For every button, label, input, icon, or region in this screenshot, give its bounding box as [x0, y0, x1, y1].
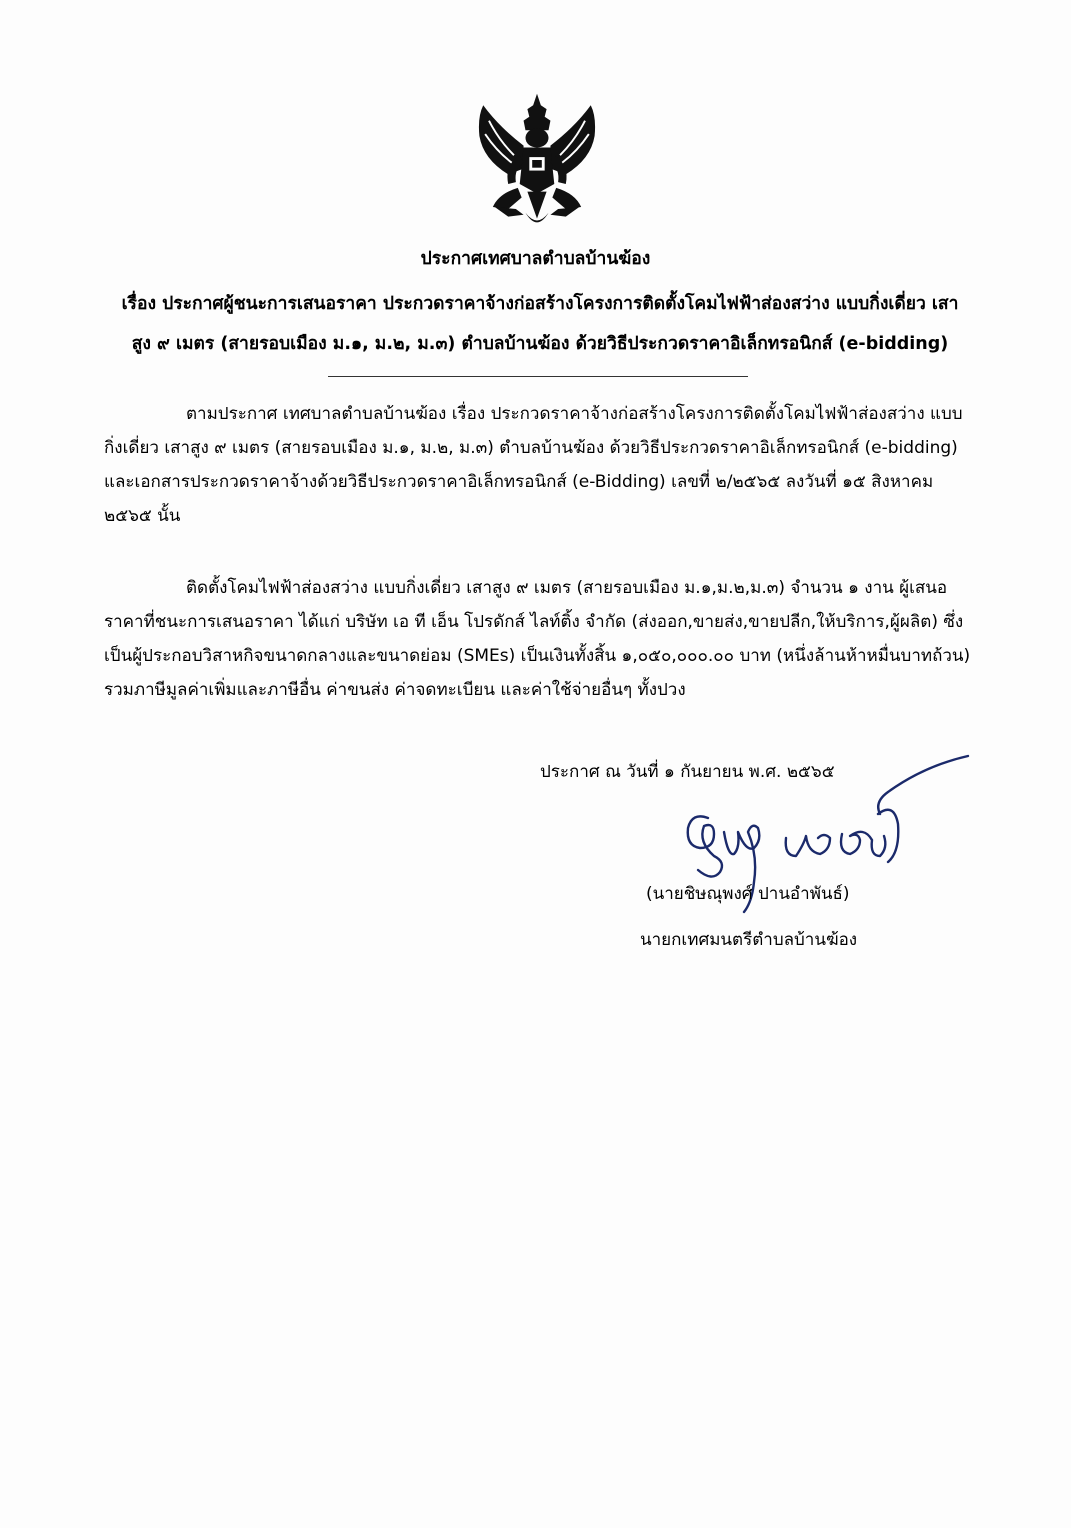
signer-name: (นายชิษณุพงศ์ ปานอำพันธ์)	[646, 884, 850, 904]
announcement-subject	[100, 284, 980, 364]
body-paragraph-2: ติดตั้งโคมไฟฟ้าส่องสว่าง แบบกิ่งเดี่ยว เสาสูง ๙ เมตร (สายรอบเมือง ม.๑,ม.๒,ม.๓) จำนวน ๑ งาน ผู้เสนอราคาที่ชนะการเสนอราคา ได้แก่ บริษัท เอ ที เอ็น โปรดักส์ ไลท์ติ้ง จำกัด (ส่งออก,ขายส่ง,ขายปลีก,ให้บริการ,ผู้ผลิต) ซึ่งเป็นผู้ประกอบวิสาหกิจขนาดกลางและขนาดย่อม (SMEs) เป็นเงินทั้งสิ้น ๑,๐๕๐,๐๐๐.๐๐ บาท (หนึ่งล้านห้าหมื่นบาทถ้วน) รวมภาษีมูลค่าเพิ่มและภาษีอื่น ค่าขนส่ง ค่าจดทะเบียน และค่าใช้จ่ายอื่นๆ ทั้งปวง	[104, 578, 971, 700]
subject-line-2: สูง ๙ เมตร (สายรอบเมือง ม.๑, ม.๒, ม.๓) ตำบลบ้านฆ้อง ด้วยวิธีประกวดราคาอิเล็กทรอนิกส์ (e-bidding)	[131, 334, 949, 354]
subject-line-1: เรื่อง ประกาศผู้ชนะการเสนอราคา ประกวดราคาจ้างก่อสร้างโครงการติดตั้งโคมไฟฟ้าส่องสว่าง แบบกิ่งเดี่ยว เสา	[121, 294, 959, 314]
signer-position: นายกเทศมนตรีตำบลบ้านฆ้อง	[640, 930, 858, 950]
body-paragraph-1: ตามประกาศ เทศบาลตำบลบ้านฆ้อง เรื่อง ประกวดราคาจ้างก่อสร้างโครงการติดตั้งโคมไฟฟ้าส่องสว่าง แบบกิ่งเดี่ยว เสาสูง ๙ เมตร (สายรอบเมือง ม.๑, ม.๒, ม.๓) ตำบลบ้านฆ้อง ด้วยวิธีประกวดราคาอิเล็กทรอนิกส์ (e-bidding) และเอกสารประกวดราคาจ้างด้วยวิธีประกวดราคาอิเล็กทรอนิกส์ (e-Bidding) เลขที่ ๒/๒๕๖๕ ลงวันที่ ๑๕ สิงหาคม ๒๕๖๕ นั้น	[104, 404, 963, 526]
organization-title: ประกาศเทศบาลตำบลบ้านฆ้อง	[420, 249, 651, 269]
garuda-emblem-icon	[468, 88, 606, 232]
announce-date: ประกาศ ณ วันที่ ๑ กันยายน พ.ศ. ๒๕๖๕	[540, 762, 835, 782]
divider-line	[328, 376, 748, 377]
